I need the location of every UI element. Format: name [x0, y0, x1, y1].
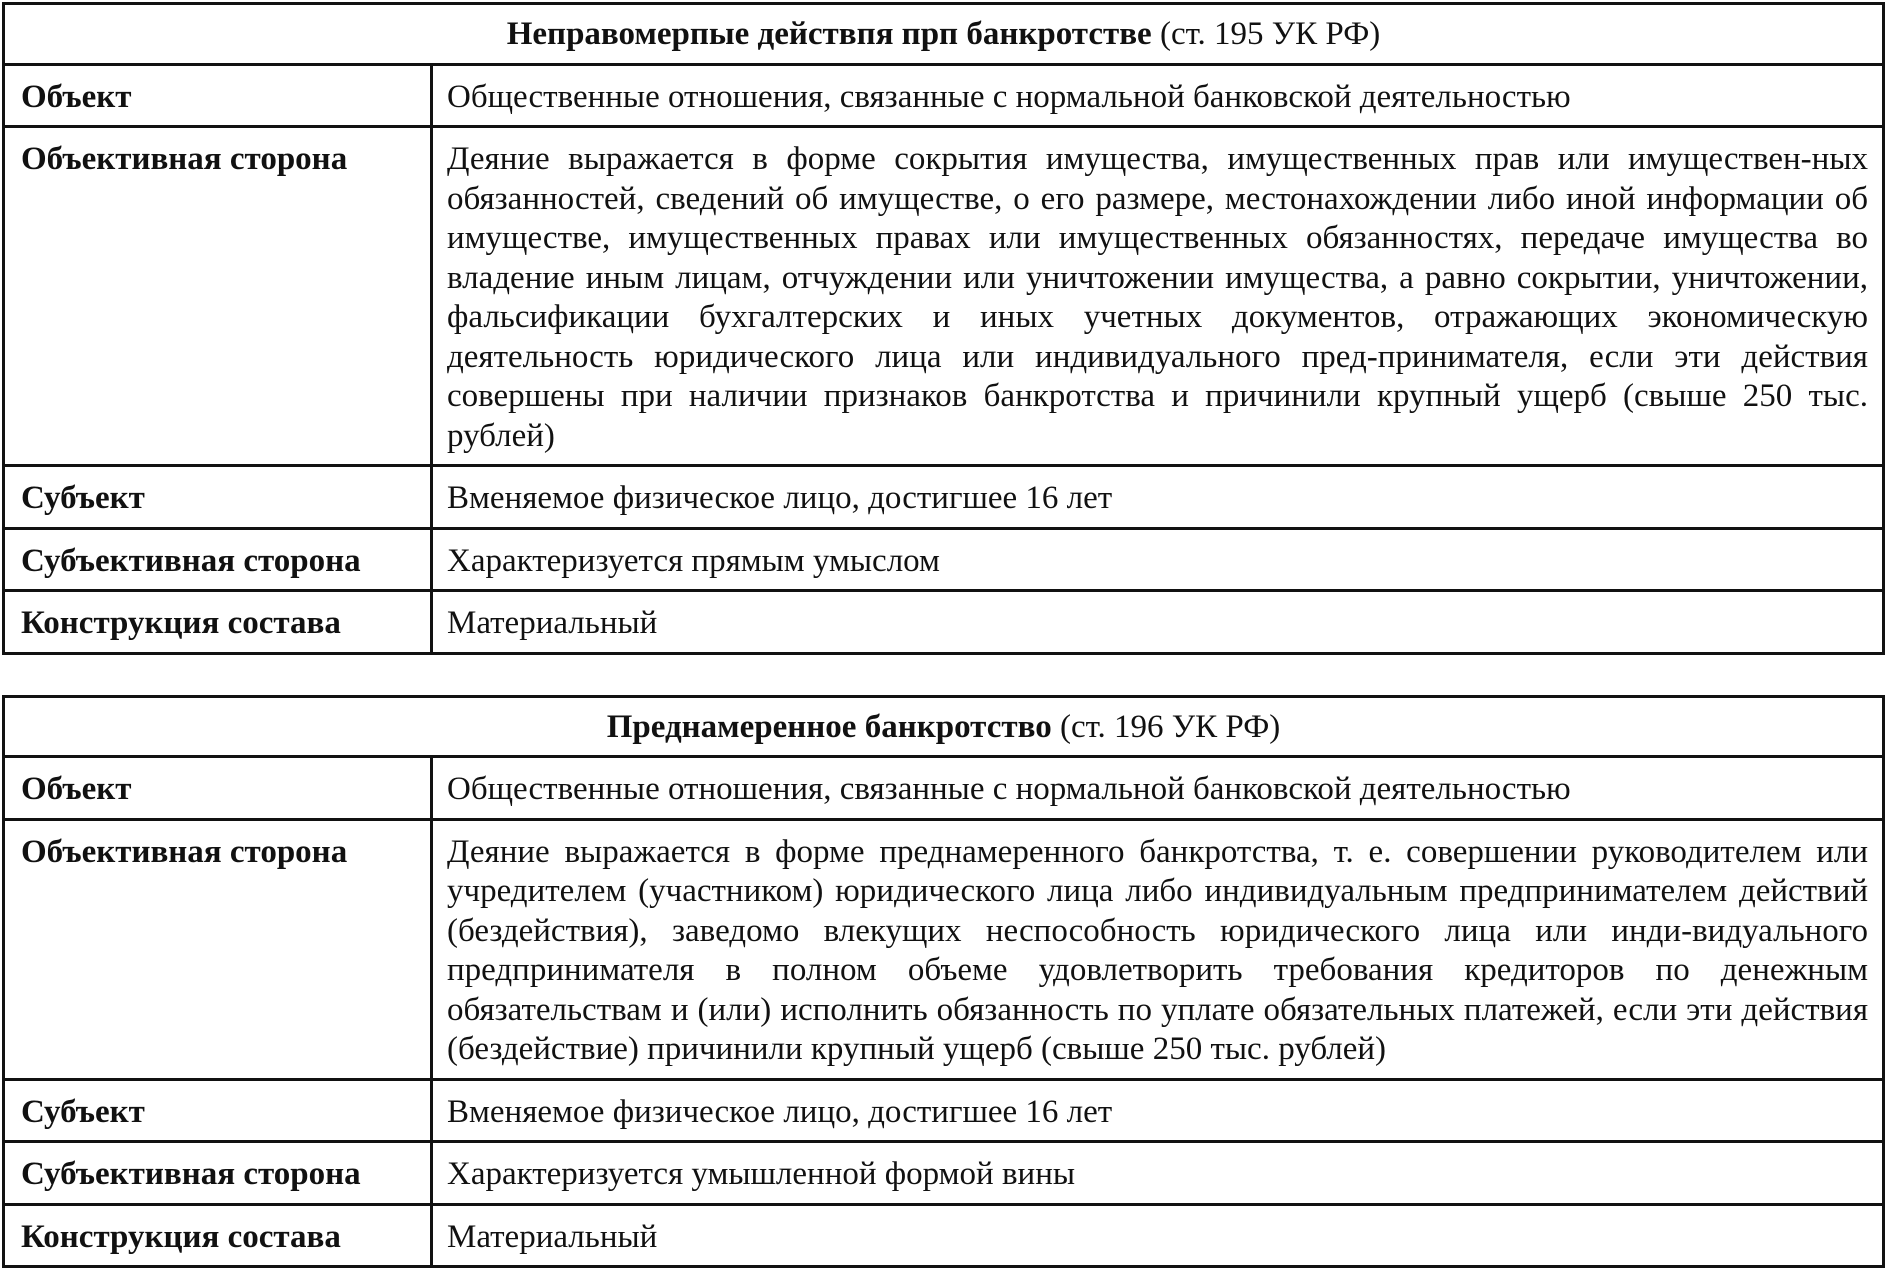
- table-row: [4, 466, 1884, 529]
- table-row: [4, 1142, 1884, 1205]
- row-label-objective-side: Объективная сторона: [4, 819, 432, 1079]
- table-title-row: [4, 696, 1884, 757]
- row-label-objective-side: Объективная сторона: [4, 127, 432, 466]
- row-value-object: Общественные отношения, связанные с нормальной банковской деятельностью: [432, 64, 1884, 127]
- row-label-object: Объект: [4, 64, 432, 127]
- row-value-subject: Вменяемое физическое лицо, достигшее 16 лет: [432, 1079, 1884, 1142]
- table-row: [4, 591, 1884, 654]
- row-label-object: Объект: [4, 757, 432, 820]
- table-title-article: (ст. 196 УК РФ): [1052, 709, 1281, 745]
- row-label-subjective-side: Субъективная сторона: [4, 1142, 432, 1205]
- row-label-subject: Субъект: [4, 466, 432, 529]
- table-row: [4, 127, 1884, 466]
- table-title: [4, 696, 1884, 757]
- crime-table-art-196: [2, 695, 1885, 1268]
- row-label-construction: Конструкция состава: [4, 1204, 432, 1267]
- table-row: [4, 819, 1884, 1079]
- row-value-subject: Вменяемое физическое лицо, достигшее 16 лет: [432, 466, 1884, 529]
- row-value-objective-side: Деяние выражается в форме преднамеренного банкротства, т. е. совершении руководителем или учредителем (участником) юридического лица либо индивидуальным предпринимателем действий (бездействия), заведомо влекущих неспособность юридического лица или инди-видуального предпринимателя в полном объеме удовлетворить требования кредиторов по денежным обязательствам и (или) исполнить обязанность по уплате обязательных платежей, если эти действия (бездействие) причинили крупный ущерб (свыше 250 тыс. рублей): [432, 819, 1884, 1079]
- row-value-objective-side: Деяние выражается в форме сокрытия имущества, имущественных прав или имуществен-ных обязанностей, сведений об имуществе, о его размере, местонахождении либо иной информации об имуществе, имущественных правах или имущественных обязанностях, передаче имущества во владение иным лицам, отчуждении или уничтожении имущества, а равно сокрытии, уничтожении, фальсификации бухгалтерских и иных учетных документов, отражающих экономическую деятельность юридического лица или индивидуального пред-принимателя, если эти действия совершены при наличии признаков банкротства и причинили крупный ущерб (свыше 250 тыс. рублей): [432, 127, 1884, 466]
- table-row: [4, 64, 1884, 127]
- table-row: [4, 528, 1884, 591]
- table-title-name: Неправомерпые действпя прп банкротстве: [507, 16, 1152, 52]
- table-row: [4, 1204, 1884, 1267]
- crime-table-art-195: [2, 2, 1885, 655]
- row-label-subjective-side: Субъективная сторона: [4, 528, 432, 591]
- document-page: [2, 2, 1882, 1268]
- row-value-object: Общественные отношения, связанные с нормальной банковской деятельностью: [432, 757, 1884, 820]
- row-value-subjective-side: Характеризуется умышленной формой вины: [432, 1142, 1884, 1205]
- row-label-construction: Конструкция состава: [4, 591, 432, 654]
- table-title-article: (ст. 195 УК РФ): [1152, 16, 1381, 52]
- row-value-subjective-side: Характеризуется прямым умыслом: [432, 528, 1884, 591]
- table-title: [4, 4, 1884, 65]
- row-value-construction: Материальный: [432, 1204, 1884, 1267]
- table-row: [4, 757, 1884, 820]
- row-value-construction: Материальный: [432, 591, 1884, 654]
- row-label-subject: Субъект: [4, 1079, 432, 1142]
- table-spacer: [2, 655, 1882, 695]
- table-title-row: [4, 4, 1884, 65]
- table-title-name: Преднамеренное банкротство: [607, 709, 1052, 745]
- table-row: [4, 1079, 1884, 1142]
